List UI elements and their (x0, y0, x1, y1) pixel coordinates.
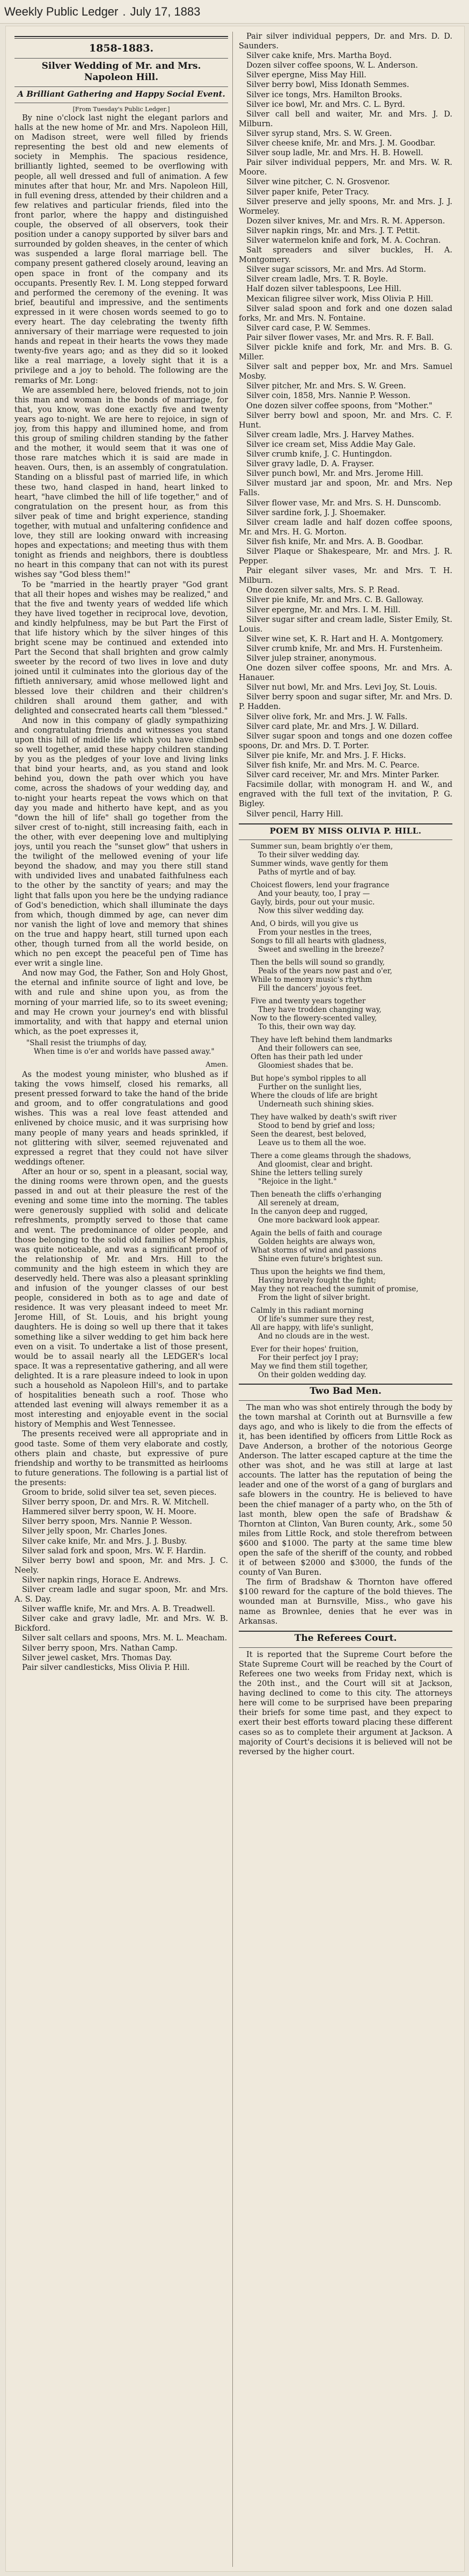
gift-item: Silver ice tongs, Mrs. Hamilton Brooks. (246, 90, 402, 99)
masthead-separator: . (122, 4, 126, 18)
divider (239, 1647, 452, 1648)
gift-item: Silver Plaque or Shakespeare, Mr. and Mrs. J. R. Pepper. (239, 547, 452, 566)
gift-item: Silver sugar sifter and cream ladle, Sister Emily, St. Louis. (239, 615, 452, 634)
poem-line: Choicest flowers, lend your fragrance (251, 880, 390, 889)
gift-list-right (239, 32, 452, 819)
gift-item: Silver berry bowl, Miss Idonath Semmes. (246, 81, 409, 90)
verse-line: "Shall resist the triumphs of day, (26, 1038, 147, 1047)
gift-item: Pair silver individual peppers, Mr. and Mrs. W. R. Moore. (239, 158, 452, 177)
gift-item: One dozen silver coffee spoons, from "Mother." (246, 401, 433, 410)
section-rule (239, 823, 452, 824)
gift-item: One dozen silver coffee spoons, Mr. and Mrs. A. Hanauer. (239, 664, 452, 683)
gift-item: Silver cheese knife, Mr. and Mrs. J. M. Goodbar. (246, 139, 436, 148)
divider (239, 1400, 452, 1401)
poem-stanza (239, 958, 452, 993)
gift-item: Silver berry spoon, Dr. and Mrs. R. W. Mitchell. (22, 1498, 209, 1507)
poem-line: Summer sun, beam brightly o'er them, (251, 842, 393, 851)
gift-item: Silver pie knife, Mr. and Mrs. J. F. Hicks. (246, 751, 406, 760)
poem-line: There a come gleams through the shadows, (251, 1151, 412, 1160)
issue-date: July 17, 1883 (130, 4, 201, 18)
poem-stanza (239, 920, 452, 954)
poem-line: Gayly, birds, pour out your music. (251, 898, 375, 907)
poem-line: To their silver wedding day. (258, 850, 360, 859)
poem-line: Shine even future's brightest sun. (258, 1254, 383, 1263)
gift-item: Silver pitcher, Mr. and Mrs. S. W. Green. (246, 382, 406, 391)
court-heading: The Referees Court. (294, 1632, 397, 1644)
article-year-heading: 1858-1883. (89, 42, 154, 54)
gift-item: Hammered silver berry spoon, W. H. Moore. (22, 1508, 196, 1517)
gift-item: Silver berry spoon, Mrs. Nannie P. Wesson. (22, 1517, 192, 1526)
section-rule (239, 1631, 452, 1632)
gift-item: Silver salt cellars and spoons, Mrs. M. L. Meacham. (22, 1634, 228, 1643)
poem-line: Paths of myrtle and of bay. (258, 867, 356, 877)
poem-line: All serenely at dream, (258, 1198, 339, 1207)
poem-line: Often has their path led under (251, 1052, 363, 1061)
gift-item: Silver cream ladle and sugar spoon, Mr. and Mrs. A. S. Day. (14, 1585, 228, 1604)
poem-line: Now this silver wedding day. (258, 906, 364, 915)
section-rule (239, 1384, 452, 1385)
poem-stanza (239, 1074, 452, 1109)
article-paragraph: And now in this company of gladly sympathizing and congratulating friends and witnesses you stand upon this hill of middle life which you have climbed so well together, amid these happy children standing by you as the pledges of your love and living links that bind your hearts, and, as you stand and look behind you, down the path over which you have come, across the shadows of your wedding day, and to-night your hearts repeat the vows which on that day you made and hitherto have kept, and as you "down the hill of life" shall go together from the silver crest of to-night, still increasing faith, each in the other, with ever deepening love and multiplying joys, until you reach the "sunset glow" that ushers in the twilight of the mellowed evening of your life beyond the shadow, and may you there still stand with undivided lives and unabated faithfulness each to the other by the sanctity of years; and may the light that falls upon you here be the undying radiance of God's benediction, which shall illuminate the days from which, though dimmed by age, can never dim nor vanish the light of love and memory that shines on the true and happy heart, still turned upon each other, though turned from all the world beside, on which no pen except the peaceful pen of Time has ever writ a single line. (14, 716, 228, 968)
gift-item: Silver nut bowl, Mr. and Mrs. Levi Joy, St. Louis. (246, 683, 437, 692)
poem-stanza (239, 1036, 452, 1070)
poem-line: Underneath such shining skies. (258, 1099, 374, 1109)
gift-item: Silver gravy ladle, D. A. Frayser. (246, 460, 375, 469)
gift-item: Silver cream ladle and half dozen coffee spoons, Mr. and Mrs. H. G. Morton. (239, 518, 452, 537)
article-paragraph: To be "married in the heartly prayer "God grant that all their hopes and wishes may be realized," and that the five and twenty years of wedded life which they have lived together in reciprocal love, devotion, and kindly helpfulness, may be but Part the First of that life history which by the silver hinges of this bright scene may be continued and extended into Part the Second that shall brighten and grow calmly sweeter by the record of two lives in love and duty joined until it culminates into the glorious day of the fiftieth anniversary, amid whose mellowed light and blessed love their children and their children's children shall around them gather, and with delighted and consecrated hearts call them "blessed." (14, 580, 228, 715)
gift-item: Silver cake and gravy ladle, Mr. and Mrs. W. B. Bickford. (14, 1615, 228, 1633)
gift-item: Pair silver individual peppers, Dr. and Mrs. D. D. Saunders. (239, 32, 452, 51)
gift-item: Silver card receiver, Mr. and Mrs. Minter Parker. (246, 771, 439, 780)
gift-item: Silver cream ladle, Mrs. J. Harvey Mathes. (246, 430, 414, 439)
poem-line: Further on the sunlight lies, (258, 1082, 362, 1091)
poem-line: And your beauty, too, I pray — (258, 889, 370, 898)
gift-item: Silver sugar scissors, Mr. and Mrs. Ad Storm. (246, 265, 427, 274)
article-paragraph: And now may God, the Father, Son and Holy Ghost, the eternal and infinite source of light and love, be with and rule and shine upon you, as from the morning of your married life, so to its sweet evening; and may He crown your journey's end with blissful immortality, and with that happy and eternal union which, as the poet expresses it, (14, 969, 228, 1036)
poem-stanza (239, 842, 452, 877)
poem-line: While to memory music's rhythm (251, 975, 372, 984)
gift-item: Silver soup ladle, Mr. and Mrs. H. B. Howell. (246, 149, 423, 158)
gift-item: Groom to bride, solid silver tea set, seven pieces. (22, 1488, 217, 1497)
poem-stanza (239, 997, 452, 1031)
gift-item: Silver syrup stand, Mrs. S. W. Green. (246, 129, 392, 138)
poem-line: Then the bells will sound so grandly, (251, 958, 385, 967)
gift-item: Pair silver flower vases, Mr. and Mrs. R. F. Ball. (246, 333, 434, 342)
gift-item: Silver epergne, Miss May Hill. (246, 71, 367, 80)
poem-line: They have left behind them landmarks (251, 1035, 392, 1044)
poem-line: Sweet and swelling in the breeze? (258, 945, 384, 954)
newspaper-page (5, 26, 465, 2572)
gift-item: Silver jelly spoon, Mr. Charles Jones. (22, 1527, 167, 1536)
article-paragraph: As the modest young minister, who blushed as if taking the vows himself, closed his remarks, all present pressed forward to take the hand of the bride and groom, and to offer congratulations and good wishes. This was a real love feast attended and enlivened by choice music, and it was surprising how many people of many years and heads sprinkled, if not glittering with silver, seemed rejuvenated and expressed a regret that they could not have silver weddings oftener. (14, 1070, 228, 1167)
gift-item: Silver waffle knife, Mr. and Mrs. A. B. Treadwell. (22, 1605, 215, 1614)
poem-line: They have walked by death's swift river (251, 1112, 397, 1121)
gift-item: Silver punch bowl, Mr. and Mrs. Jerome Hill. (246, 469, 423, 479)
gift-item: Silver cream ladle, Mrs. T. R. Boyle. (246, 275, 388, 284)
gift-item: Dozen silver coffee spoons, W. L. Anderson. (246, 61, 418, 70)
masthead (0, 0, 469, 24)
poem-line: And their followers can see, (258, 1044, 361, 1053)
gift-item: Silver card plate, Mr. and Mrs. J. W. Dillard. (246, 722, 419, 731)
poem-stanza (239, 1113, 452, 1147)
gift-item: Silver pie knife, Mr. and Mrs. C. B. Galloway. (246, 596, 424, 605)
divider (14, 58, 228, 59)
poem-line: Having bravely fought the fight; (258, 1276, 376, 1285)
poem-line: Calmly in this radiant morning (251, 1306, 364, 1315)
gift-item: Silver pencil, Harry Hill. (246, 809, 343, 819)
gift-item: Silver wine pitcher, C. N. Grosvenor. (246, 178, 390, 187)
poem-line: "Rejoice in the light." (258, 1177, 337, 1186)
poem-line: Gloomiest shades that be. (258, 1061, 354, 1070)
poem-heading: POEM BY MISS OLIVIA P. HILL. (269, 826, 422, 836)
poem-line: Where the clouds of life are bright (251, 1091, 378, 1100)
gift-item: Silver crumb knife, Mr. and Mrs. H. Furstenheim. (246, 644, 443, 653)
gift-item: Silver salad spoon and fork and one dozen salad forks, Mr. and Mrs. N. Fontaine. (239, 304, 452, 323)
poem-stanza (239, 1229, 452, 1263)
gift-item: Silver mustard jar and spoon, Mr. and Mrs. Nep Falls. (239, 479, 452, 498)
bad-men-heading: Two Bad Men. (310, 1385, 382, 1396)
closing-verse (14, 1039, 228, 1056)
gift-item: Silver card case, P. W. Semmes. (246, 323, 371, 332)
gift-item: Half dozen silver tablespoons, Lee Hill. (246, 285, 401, 294)
gift-item: Silver crumb knife, J. C. Huntingdon. (246, 450, 392, 459)
gift-item: Silver berry bowl and spoon, Mr. and Mrs. J. C. Neely. (14, 1556, 228, 1575)
gift-item: Silver julep strainer, anonymous. (246, 654, 377, 663)
poem-line: Leave us to them all the woe. (258, 1138, 367, 1147)
gift-item: Silver coin, 1858, Mrs. Nannie P. Wesson. (246, 392, 411, 401)
gift-item: Silver watermelon knife and fork, M. A. Cochran. (246, 236, 441, 245)
article-paragraph: After an hour or so, spent in a pleasant, social way, the dining rooms were thrown open, and the guests passed in and out at their pleasure the rest of the evening and some time into the morning. The tables were generously supplied with solid and delicate refreshments, promptly served to those that came and went. The predominance of older people, and those belonging to the solid old families of Memphis, was quite noticeable, and was a significant proof of the relationship of Mr. and Mrs. Hill to the community and the high esteem in which they are deservedly held. There was also a pleasant sprinkling and infusion of the younger classes of our best people, considered in both as to age and date of residence. It was very pleasant indeed to meet Mr. Jerome Hill, of St. Louis, and his bright young daughters. He is doing so well up there that it takes something like a silver wedding to get him back here even on a visit. To undertake a list of those present, would be to assail nearly all the LEDGER's local space. It was a representative gathering, and all were delighted. It is a rare pleasure indeed to look in upon such a household as Napoleon Hill's, and to partake of hospitalities beneath such a roof. Those who attended last evening will always remember it as a most interesting and enjoyable event in the social history of Memphis and West Tennessee. (14, 1167, 228, 1429)
poem-stanza (239, 1345, 452, 1379)
gift-item: Silver epergne, Mr. and Mrs. I. M. Hill. (246, 605, 401, 614)
poem-line: Again the bells of faith and courage (251, 1228, 383, 1238)
right-column (239, 32, 452, 2567)
poem-line: In the canyon deep and rugged, (251, 1207, 368, 1216)
court-text: It is reported that the Supreme Court before the State Supreme Court will be reached by the Court of Referees one two weeks from Friday next, which is the 20th inst., and the Court will sit at Jackson, having declined to come to this city. The attorneys here will come to be surprised have been preparing their briefs for some time past, and they expect to exert their best efforts toward placing these different cases so as to complete their argument at Jackson. A majority of Court's decisions it is believed will not be reversed by the higher court. (239, 1650, 452, 1756)
poem-body (239, 842, 452, 1379)
gift-item: Silver jewel casket, Mrs. Thomas Day. (22, 1653, 172, 1662)
left-column (14, 32, 228, 2567)
poem-line: One more backward look appear. (258, 1215, 380, 1225)
article-paragraph: The presents received were all appropriate and in good taste. Some of them very elaborate and costly, others plain and chaste, but expressive of pure friendship and worthy to be transmitted as heirlooms to future generations. The following is a partial list of the presents: (14, 1430, 228, 1487)
poem-line: Songs to fill all hearts with gladness, (251, 936, 387, 945)
poem-line: What storms of wind and passions (251, 1246, 377, 1255)
gift-item: Pair elegant silver vases, Mr. and Mrs. T. H. Milburn. (239, 567, 452, 585)
poem-stanza (239, 1306, 452, 1341)
poem-line: May we find them still together, (251, 1362, 368, 1371)
poem-line: Fill the dancers' joyous feet. (258, 983, 363, 993)
poem-line: To this, their own way day. (258, 1022, 356, 1031)
newspaper-name: Weekly Public Ledger (4, 4, 119, 18)
closing-amen: Amen. (206, 1060, 228, 1069)
gift-item: Silver napkin rings, Horace E. Andrews. (22, 1575, 181, 1584)
gift-item: Silver berry bowl and spoon, Mr. and Mrs. C. F. Hunt. (239, 411, 452, 430)
gift-item: Silver olive fork, Mr. and Mrs. J. W. Falls. (246, 712, 408, 721)
poem-line: Seen the dearest, best beloved, (251, 1130, 367, 1139)
poem-stanza (239, 881, 452, 915)
poem-line: Five and twenty years together (251, 996, 366, 1005)
poem-line: Ever for their hopes' fruition, (251, 1344, 358, 1354)
gift-item: Silver salt and pepper box, Mr. and Mrs. Samuel Mosby. (239, 363, 452, 381)
poem-stanza (239, 1268, 452, 1302)
gift-item: Silver pickle knife and fork, Mr. and Mrs. B. G. Miller. (239, 343, 452, 362)
poem-line: Peals of the years now past and o'er, (258, 966, 392, 975)
poem-stanza (239, 1152, 452, 1186)
article-paragraph: By nine o'clock last night the elegant parlors and halls at the new home of Mr. and Mrs. Napoleon Hill, on Madison street, were well filled by friends representing the best old and new elements of society in Memphis. The spacious residence, brilliantly lighted, seemed to be overflowing with people, all well dressed and full of animation. A few minutes after that hour, Mr. and Mrs. Napoleon Hill, in full evening dress, attended by their children and a few relatives and particular friends, filed into the front parlor, where the happy and distinguished couple, the observed of all observers, took their position under a canopy supported by silver bars and surrounded by golden sheaves, in the center of which was suspended a large floral marriage bell. The company present gathered closely around, leaving an open space in front of the company and its occupants. Presently Rev. I. M. Long stepped forward and performed the ceremony of the evening. It was brief, beautiful and impressive, and the sentiments expressed in it were chosen words seemed to go to every heart. The day celebrating the twenty fifth anniversary of their marriage were requested to join hands and repeat in their hearts the vows they made twenty-five years ago; and as they did so it looked like a real marriage, a lovely sight that it is a privilege and a joy to behold. The following are the remarks of Mr. Long: (14, 114, 228, 385)
gift-item: Silver flower vase, Mr. and Mrs. S. H. Dunscomb. (246, 498, 441, 508)
gift-item: Facsimile dollar, with monogram H. and W., and engraved with the full text of the invitation, P. G. Bigley. (239, 780, 452, 809)
poem-line: They have trodden changing way, (258, 1005, 382, 1014)
article-title-line-2: Napoleon Hill. (84, 72, 159, 83)
poem-line: Stood to bend by grief and loss; (258, 1121, 375, 1130)
gift-list-left (14, 1488, 228, 1673)
article-subtitle: A Brilliant Gathering and Happy Social Event. (17, 89, 225, 99)
gift-item: Silver wine set, K. R. Hart and H. A. Montgomery. (246, 634, 444, 643)
poem-line: Golden heights are always won, (258, 1237, 376, 1246)
gift-item: Silver salad fork and spoon, Mrs. W. F. Hardin. (22, 1546, 206, 1555)
poem-line: From your nestles in the trees, (258, 928, 372, 937)
gift-item: Salt spreaders and silver buckles, H. A. Montgomery. (239, 246, 452, 265)
poem-line: Now to the flowery-scented valley, (251, 1014, 377, 1023)
gift-item: Silver berry spoon, Mrs. Nathan Camp. (22, 1644, 178, 1653)
column-divider (232, 32, 233, 2567)
gift-item: Silver sugar spoon and tongs and one dozen coffee spoons, Dr. and Mrs. D. T. Porter. (239, 732, 452, 750)
gift-item: Silver napkin rings, Mr. and Mrs. J. T. Pettit. (246, 226, 420, 235)
gift-item: Silver ice bowl, Mr. and Mrs. C. L. Byrd. (246, 100, 405, 109)
gift-item: Silver cake knife, Mr. and Mrs. J. J. Busby. (22, 1537, 187, 1546)
divider (14, 86, 228, 87)
article-source-note: [From Tuesday's Public Ledger.] (72, 106, 170, 113)
poem-line: On their golden wedding day. (258, 1370, 367, 1379)
column-rule-top (14, 36, 228, 37)
gift-item: Silver paper knife, Peter Tracy. (246, 187, 369, 197)
gift-item: Silver fish knife, Mr. and Mrs. A. B. Goodbar. (246, 537, 423, 546)
poem-line: But hope's symbol ripples to all (251, 1074, 367, 1083)
article-paragraph: We are assembled here, beloved friends, not to join this man and woman in the bonds of marriage, for that, you know, was done exactly five and twenty years ago to-night. We are here to rejoice, in sign of joy, from this happy and illumined home, and from this group of smiling children standing by the father and the mother, it would seem that it was one of those rare matches which it is said are made in heaven. Ours, then, is an assembly of congratulation. Standing on a blissful past of married life, in which these two, hand clasped in hand, heart linked to heart, "have climbed the hill of life together," and of congratulation on the present hour, as from this silver peak of time and bright experience, standing together, with mutual and unfaltering confidence and love, they still are looking onward with increasing hopes and expectations; and meeting thus with them tonight as friends and neighbors, there is doubtless no heart in this company that can not with its purest wishes say "God bless them!" (14, 386, 228, 580)
gift-item: Silver ice cream set, Miss Addie May Gale. (246, 440, 416, 449)
gift-item: Silver call bell and waiter, Mr. and Mrs. J. D. Milburn. (239, 110, 452, 128)
gift-item: Pair silver candlesticks, Miss Olivia P. Hill. (22, 1663, 190, 1672)
gift-item: Silver berry spoon and sugar sifter, Mr. and Mrs. D. P. Hadden. (239, 693, 452, 712)
poem-line: And no clouds are in the west. (258, 1332, 370, 1341)
gift-item: Mexican filigree silver work, Miss Olivia P. Hill. (246, 294, 434, 303)
poem-line: May they not reached the summit of promise, (251, 1284, 419, 1293)
gift-item: Dozen silver knives, Mr. and Mrs. R. M. Apperson. (246, 216, 445, 226)
poem-line: And gloomist, clear and bright. (258, 1160, 373, 1169)
poem-line: From the light of silver bright. (258, 1293, 370, 1302)
poem-line: Shine the letters telling surely (251, 1168, 363, 1177)
poem-stanza (239, 1190, 452, 1225)
poem-line: Of life's summer sure they rest, (258, 1314, 375, 1323)
poem-line: Then beneath the cliffs o'erhanging (251, 1190, 382, 1199)
gift-item: Silver preserve and jelly spoons, Mr. and Mrs. J. J. Wormeley. (239, 197, 452, 216)
poem-line: And, O birds, will you give us (251, 919, 358, 928)
bad-men-text-2: The firm of Bradshaw & Thornton have offered $100 reward for the capture of the bold thieves. The wounded man at Burnsville, Miss., who gave his name as Brownlee, denies that he ever was in Arkansas. (239, 1578, 452, 1626)
poem-line: All are happy, with life's sunlight, (251, 1323, 373, 1332)
gift-item: Silver fish knife, Mr. and Mrs. M. C. Pearce. (246, 761, 420, 770)
column-rule-top-thin (14, 38, 228, 39)
gift-item: Silver cake knife, Mrs. Martha Boyd. (246, 52, 392, 61)
poem-line: Thus upon the heights we find them, (251, 1267, 386, 1276)
gift-item: One dozen silver salts, Mrs. S. P. Read. (246, 586, 400, 595)
bad-men-text: The man who was shot entirely through the body by the town marshal at Corinth out at Burnsville a few days ago, and who is likely to die from the effects of it, has been identified by officers from Little Rock as Dave Anderson, a brother of the notorious George Anderson. The latter escaped capture at the time the other was shot, and he was still at large at last accounts. The latter has the reputation of being the leader and one of the worst of a gang of burglars and safe blowers in the country. He is believed to have been the chief manager of a party who, on the 5th of last month, blew open the safe of Bradshaw & Thornton at Clinton, Van Buren county, Ark., some 50 miles from Little Rock, and stole therefrom between $600 and $1000. The party at the same time blew open the safe of the sheriff of the county, and robbed it of between $2000 and $3000, the funds of the county of Van Buren. (239, 1403, 452, 1578)
poem-line: Summer winds, wave gently for them (251, 859, 389, 868)
gift-item: Silver sardine fork, J. J. Shoemaker. (246, 508, 386, 517)
verse-line: When time is o'er and worlds have passed away." (34, 1047, 215, 1056)
poem-line: For their perfect joy I pray; (258, 1353, 359, 1362)
article-title-line-1: Silver Wedding of Mr. and Mrs. (41, 61, 201, 71)
